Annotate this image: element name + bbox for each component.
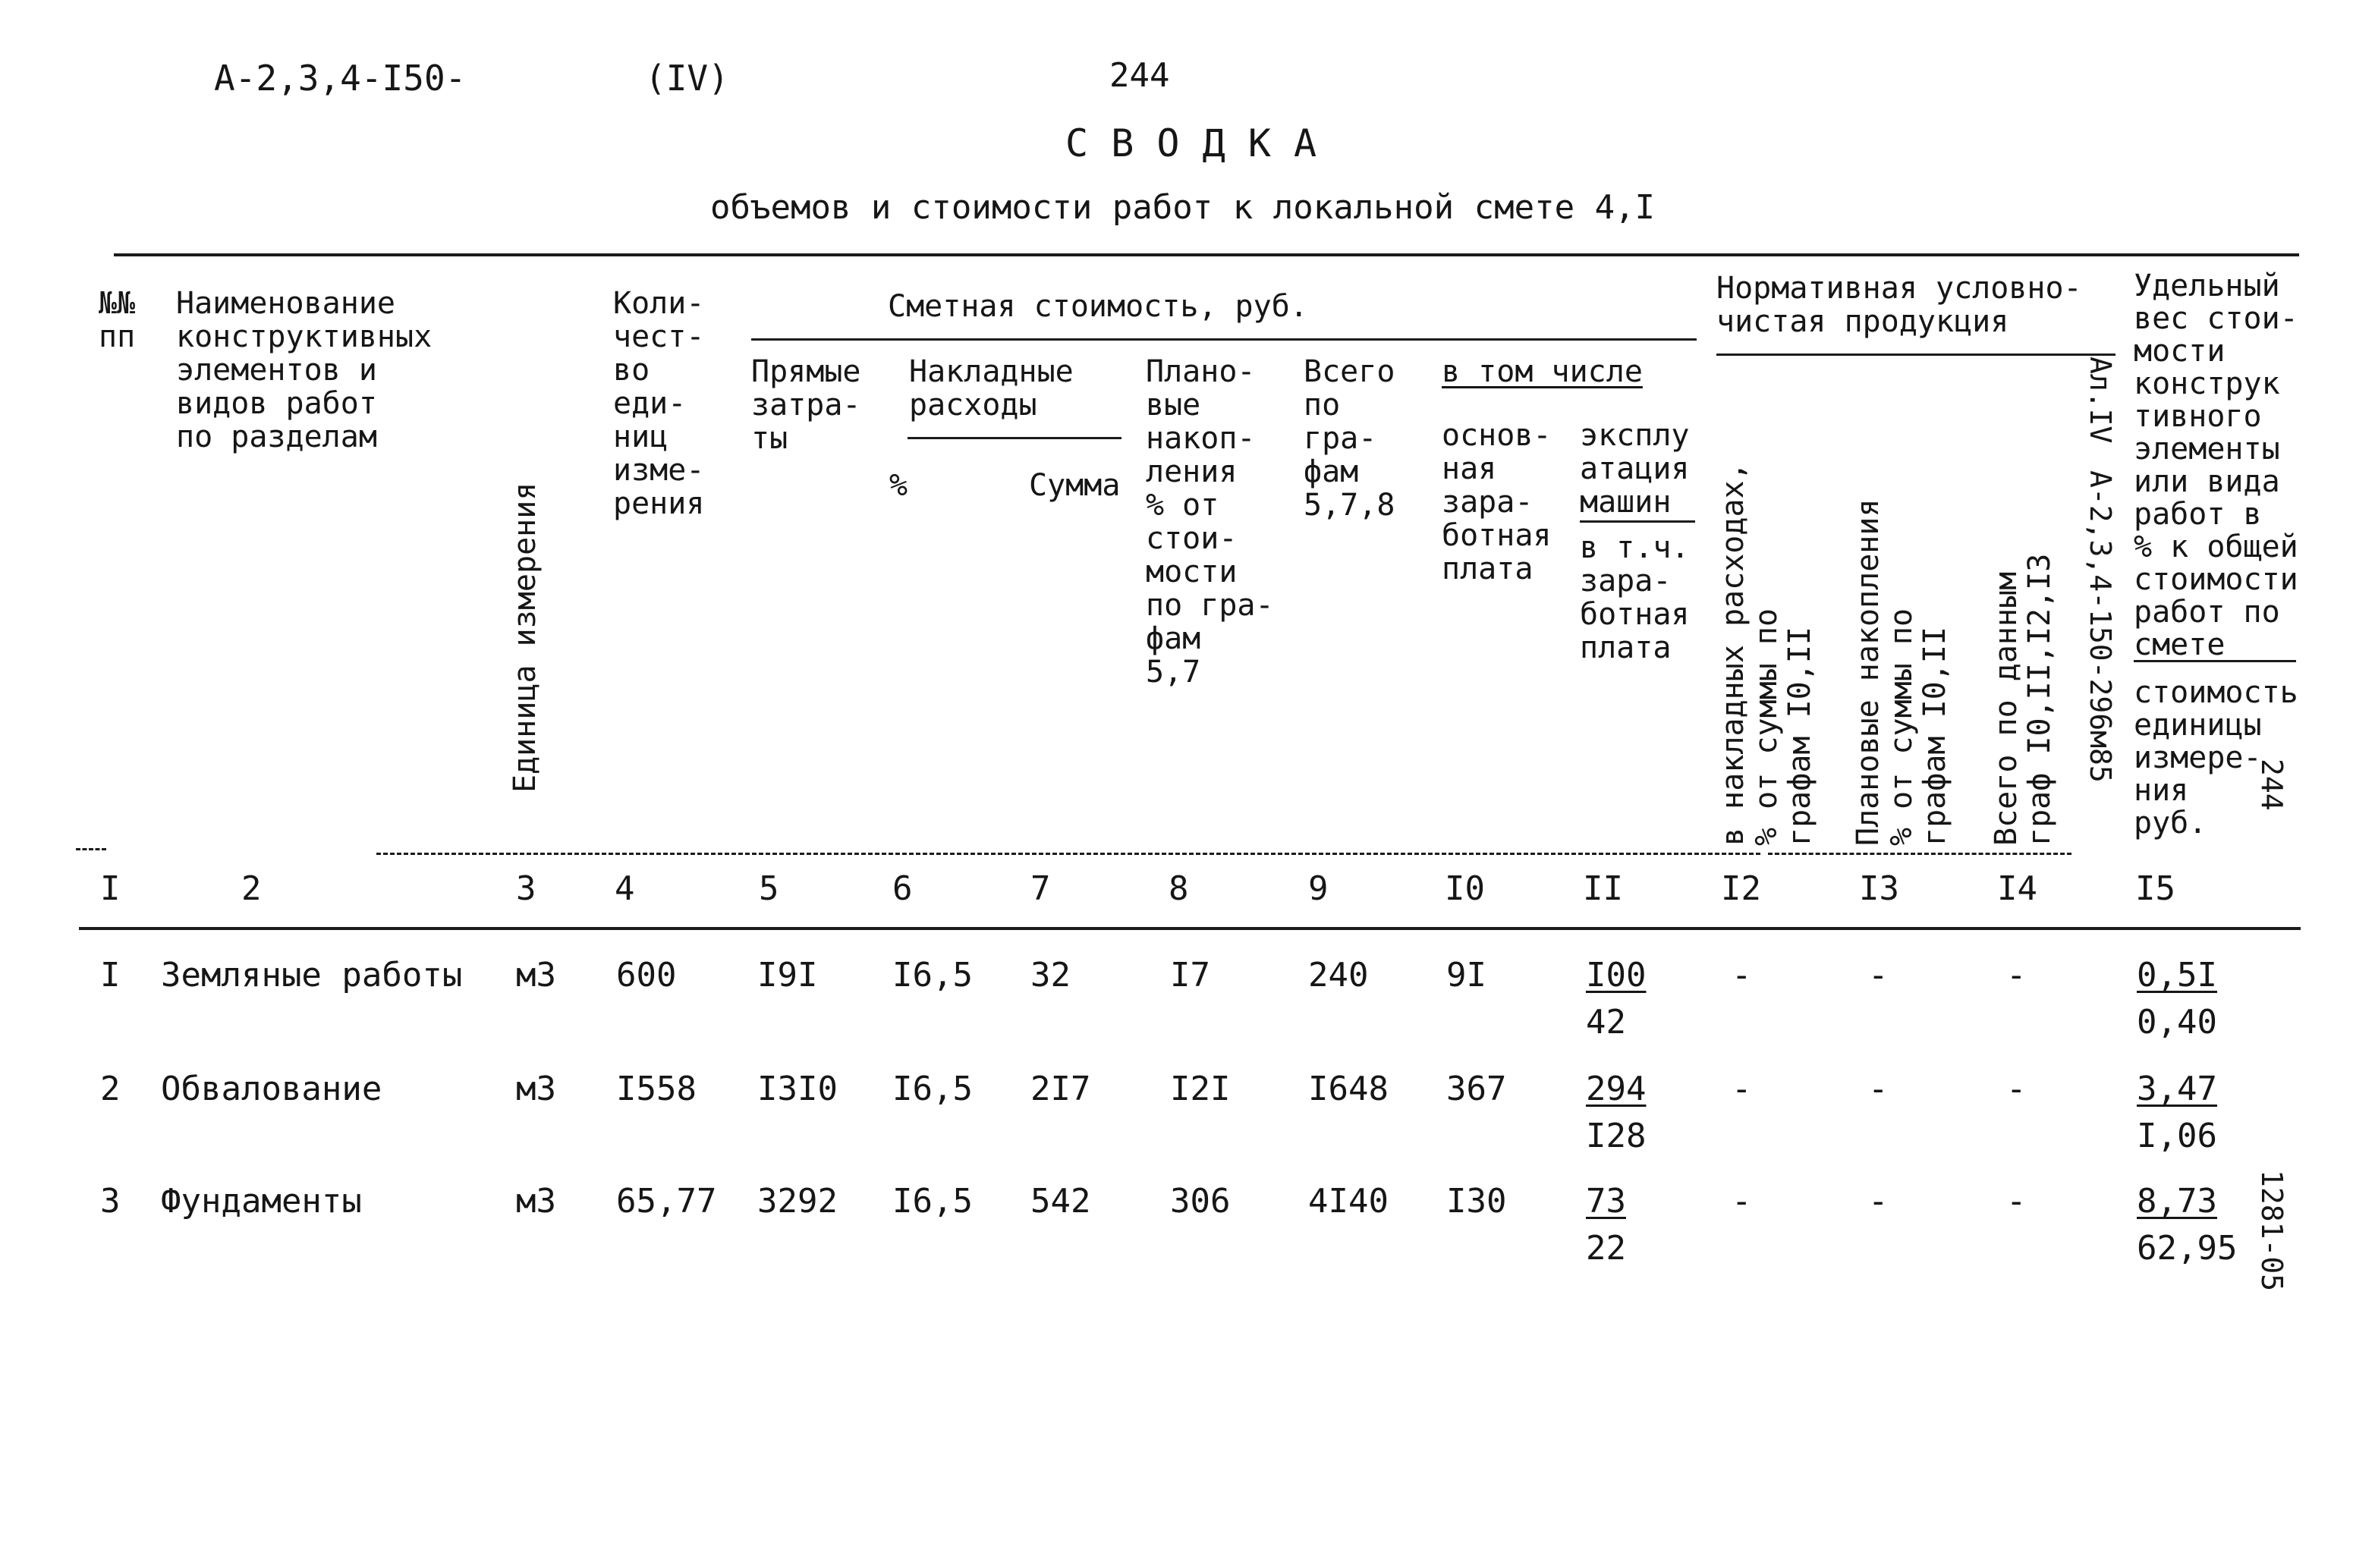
column-number: I4 [1997,869,2037,908]
unit-cost: 0,40 [2137,1003,2217,1042]
row-number: 2 [100,1070,121,1108]
document-title: С В О Д К А [1065,121,1317,165]
quantity: 65,77 [616,1182,717,1221]
header-direct-costs: Прямые затра- ты [751,354,861,456]
overhead-sum: 542 [1030,1182,1091,1221]
column-number: 2 [241,869,262,908]
header-unit: Единица измерения [508,482,543,793]
col14-value: - [2006,956,2027,995]
overhead-percent: I6,5 [892,956,973,995]
unit: м3 [516,1070,556,1108]
side-volume-stamp: Ал.IV [2084,357,2117,444]
col12-value: - [1732,1182,1752,1221]
header-col14: Всего по данным граф I0,II,I2,I3 [1989,553,2057,846]
column-number: 6 [892,869,913,908]
header-row-number: №№ пп [99,286,136,354]
header-total: Всего по гра- фам 5,7,8 [1304,354,1395,523]
side-bottom-stamp: 1281-05 [2255,1170,2288,1292]
element-name: Земляные работы [161,956,463,995]
planned-savings: I2I [1170,1070,1231,1108]
column-number: II [1583,869,1623,908]
header-bottom-dash-right [1768,853,2071,855]
base-wage: I30 [1446,1182,1507,1221]
machine-wage: 42 [1586,1003,1626,1042]
column-numbers-rule [79,927,2301,930]
base-wage: 9I [1446,956,1486,995]
column-number: I0 [1445,869,1485,908]
volume-label: (IV) [645,58,729,99]
header-estimated-cost: Сметная стоимость, руб. [888,289,1308,324]
header-overhead: Накладные расходы [909,354,1074,423]
overhead-percent: I6,5 [892,1070,973,1108]
specific-weight: 0,5I [2137,956,2217,995]
col13-value: - [1868,1182,1889,1221]
planned-savings: 306 [1170,1182,1231,1221]
col13-value: - [1868,1070,1889,1108]
header-unit-cost: стоимость единицы измере- ния руб. [2134,675,2298,841]
header-machine-wage: в т.ч. зара- ботная плата [1580,530,1690,665]
column-number: I3 [1859,869,1899,908]
table-top-rule [114,253,2299,256]
column-number: 5 [759,869,779,908]
overhead-percent: I6,5 [892,1182,973,1221]
header-overhead-sum: Сумма [1029,468,1121,503]
column-number: 7 [1030,869,1051,908]
column-number: 3 [516,869,536,908]
smeta-underline [751,338,1697,341]
overhead-sum: 2I7 [1030,1070,1091,1108]
header-overhead-percent: % [889,468,908,503]
h11-split-rule [1580,520,1695,523]
specific-weight: 3,47 [2137,1070,2217,1108]
machine-operation: I00 [1586,956,1647,995]
row-number: I [100,956,121,995]
unit-cost: 62,95 [2137,1229,2238,1268]
machine-operation: 73 [1586,1182,1626,1221]
header-col13: Плановые накопления % от суммы по графам I0,II [1851,498,1952,846]
total: 4I40 [1308,1182,1389,1221]
unit-cost: I,06 [2137,1117,2217,1155]
document-code: А-2,3,4-I50- [214,58,467,99]
side-page-stamp: 244 [2255,759,2288,811]
direct-costs: I3I0 [757,1070,838,1108]
quantity: I558 [616,1070,697,1108]
page-number: 244 [1109,56,1170,95]
col13-value: - [1868,956,1889,995]
machine-wage: I28 [1586,1117,1647,1155]
unit: м3 [516,1182,556,1221]
header-col12: в накладных расходах, % от суммы по графам I0,II [1716,462,1817,846]
direct-costs: I9I [757,956,818,995]
machine-operation: 294 [1586,1070,1647,1108]
total: 240 [1308,956,1369,995]
column-number: 9 [1308,869,1329,908]
column-number: I [100,869,121,908]
direct-costs: 3292 [757,1182,838,1221]
col12-value: - [1732,1070,1752,1108]
machine-wage: 22 [1586,1229,1626,1268]
side-code-stamp: А-2,3,4-150-296м85 [2084,470,2117,783]
col14-value: - [2006,1070,2027,1108]
header-normative-product: Нормативная условно- чистая продукция [1716,271,2082,339]
quantity: 600 [616,956,677,995]
nakl-underline [908,437,1121,439]
header-dash-left [76,848,106,850]
element-name: Фундаменты [161,1182,362,1221]
header-specific-weight: Удельный вес стои- мости конструк тивного элементы или вида работ в % к общей стоимости работ по смете [2134,269,2298,662]
col12-value: - [1732,956,1752,995]
header-including: в том числе [1442,354,1643,389]
document-subtitle: объемов и стоимости работ к локальной смете 4,I [710,188,1656,227]
element-name: Обвалование [161,1070,382,1108]
unit: м3 [516,956,556,995]
column-number: I5 [2135,869,2175,908]
overhead-sum: 32 [1030,956,1071,995]
column-number: 8 [1169,869,1189,908]
base-wage: 367 [1446,1070,1507,1108]
column-number: I2 [1721,869,1761,908]
header-quantity: Коли- чест- во еди- ниц изме- рения [613,286,705,521]
total: I648 [1308,1070,1389,1108]
row-number: 3 [100,1182,121,1221]
column-number: 4 [615,869,635,908]
header-base-wage: основ- ная зара- ботная плата [1442,418,1552,586]
col14-value: - [2006,1182,2027,1221]
header-bottom-dash [376,853,1760,855]
header-planned-savings: Плано- вые накоп- ления % от стои- мости по гра- фам 5,7 [1146,354,1274,690]
header-machine-operation: эксплу атация машин [1580,418,1690,520]
nucp-underline [1716,354,2115,356]
header-element-name: Наименование конструктивных элементов и видов работ по разделам [176,286,433,454]
specific-weight: 8,73 [2137,1182,2217,1221]
planned-savings: I7 [1170,956,1210,995]
